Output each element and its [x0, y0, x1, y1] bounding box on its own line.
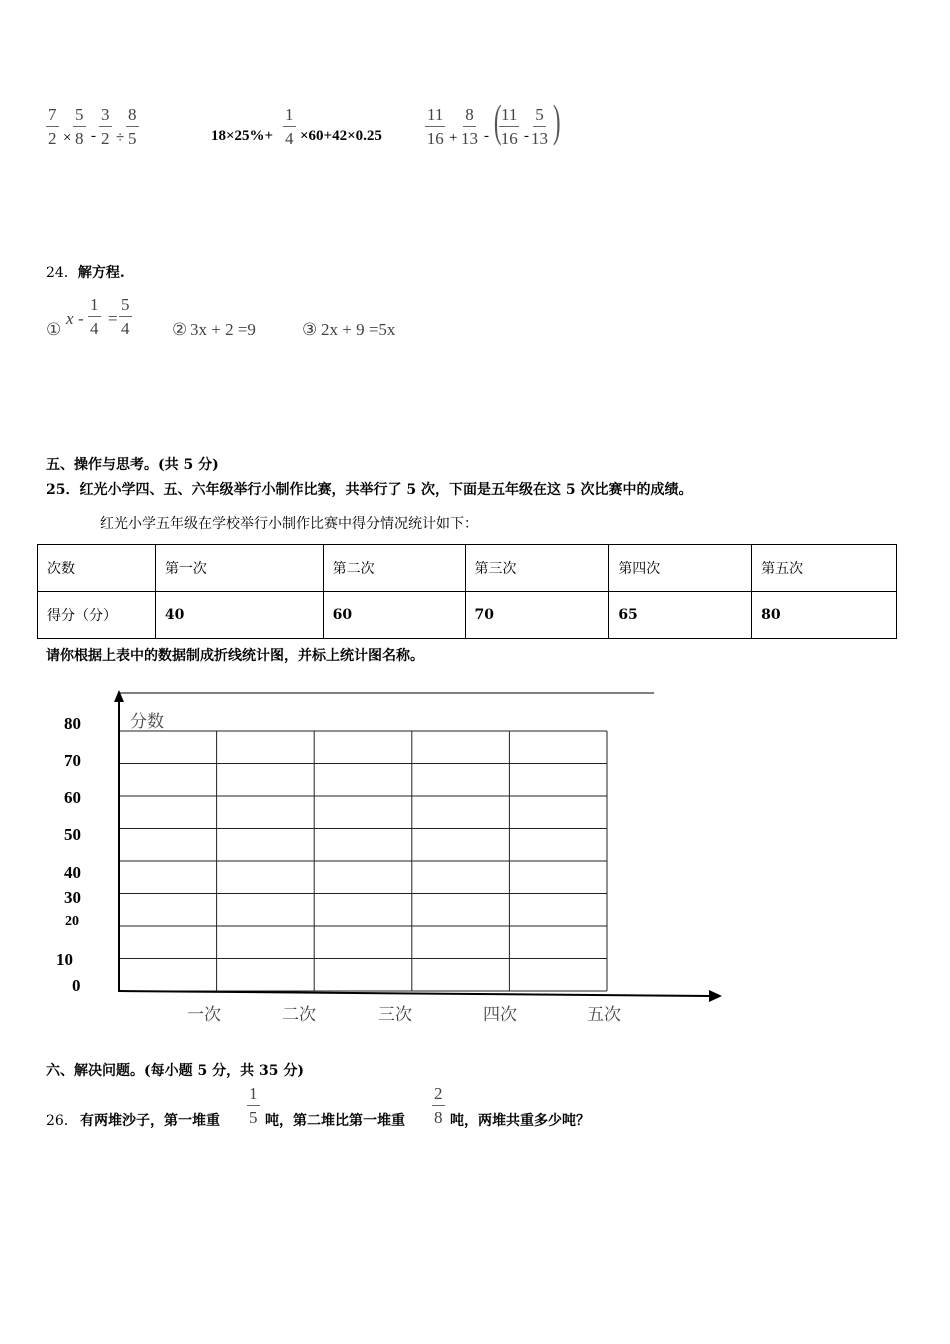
fraction: $\frac{8}{5}$: [128, 105, 137, 148]
chart-grid: [119, 731, 607, 991]
fraction: $\frac{8}{13}$: [461, 105, 478, 148]
y-tick-label: 70: [64, 751, 81, 770]
fraction: $\frac{2}{8}$: [434, 1084, 443, 1127]
x-tick-label: 四次: [483, 1005, 517, 1025]
fraction: $\frac{1}{5}$: [249, 1084, 258, 1127]
table-header-cell: 第三次: [465, 545, 609, 592]
y-tick-label: 40: [64, 863, 81, 882]
table-cell: 80: [752, 592, 897, 639]
table-cell: 60: [323, 592, 465, 639]
table-cell: 70: [465, 592, 609, 639]
y-axis-title: 分数: [130, 712, 164, 732]
fraction: $\frac{11}{16}$: [426, 105, 444, 148]
x-tick-label: 二次: [282, 1005, 316, 1025]
fraction: $\frac{5}{13}$: [531, 105, 548, 148]
table-header-cell: 第一次: [155, 545, 323, 592]
table-cell: 40: [155, 592, 323, 639]
fraction: $\frac{1}{4}$: [285, 105, 294, 148]
question-25-text: 25．红光小学四、五、六年级举行小制作比赛，共举行了 5 次，下面是五年级在这 5 次比赛中的成绩。: [46, 482, 693, 498]
y-tick-label: 10: [56, 950, 73, 969]
fraction: $\frac{11}{16}$: [500, 105, 518, 148]
table-header-cell: 第五次: [752, 545, 897, 592]
y-tick-label: 20: [65, 914, 79, 929]
table-header-cell: 第二次: [323, 545, 465, 592]
y-tick-label: 80: [64, 714, 81, 733]
x-axis: [119, 991, 710, 996]
fraction: $\frac{3}{2}$: [101, 105, 110, 148]
table-cell: 65: [609, 592, 752, 639]
table-title: 红光小学五年级在学校举行小制作比赛中得分情况统计如下：: [100, 516, 478, 532]
y-tick-label: 60: [64, 788, 81, 807]
y-axis-arrow: [114, 690, 124, 702]
section-6-title: 六、解决问题。(每小题 5 分，共 35 分): [46, 1063, 304, 1079]
table-header-cell: 第四次: [609, 545, 752, 592]
fraction: $\frac{7}{2}$: [48, 105, 57, 148]
y-tick-label: 30: [64, 888, 81, 907]
x-tick-label: 三次: [378, 1005, 412, 1025]
table-row-label: 得分（分）: [38, 592, 156, 639]
question-25-instruction: 请你根据上表中的数据制成折线统计图，并标上统计图名称。: [46, 648, 424, 664]
y-tick-label: 0: [72, 976, 81, 995]
fraction: $\frac{5}{8}$: [75, 105, 84, 148]
x-axis-arrow: [709, 990, 722, 1002]
question-24-heading: 24．解方程.: [46, 265, 125, 281]
y-tick-label: 50: [64, 825, 81, 844]
section-5-title: 五、操作与思考。(共 5 分): [46, 457, 219, 473]
table-header-cell: 次数: [38, 545, 156, 592]
fraction: $\frac{1}{4}$: [90, 295, 99, 338]
x-tick-label: 一次: [187, 1005, 221, 1025]
x-tick-label: 五次: [587, 1005, 621, 1025]
fraction: $\frac{5}{4}$: [121, 295, 130, 338]
